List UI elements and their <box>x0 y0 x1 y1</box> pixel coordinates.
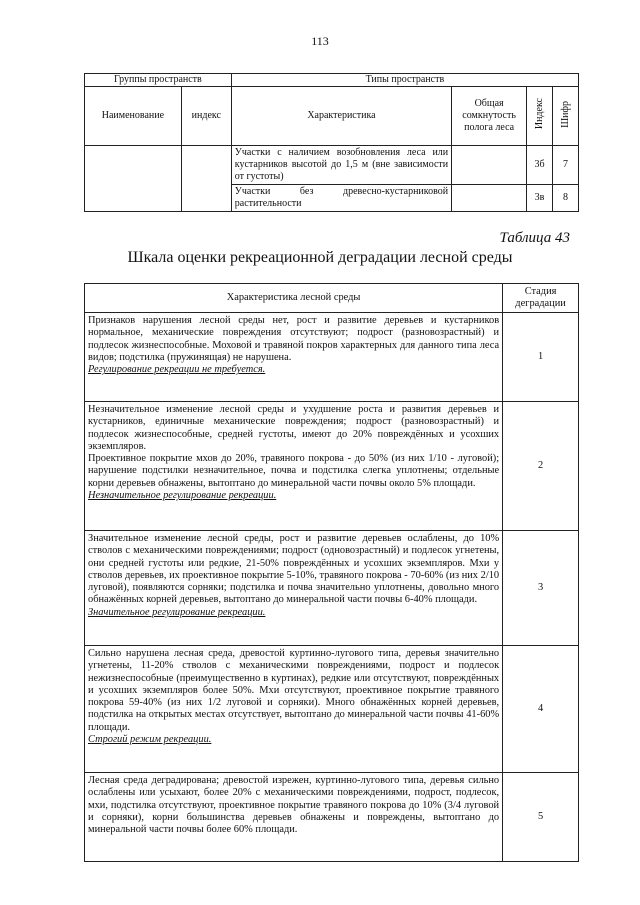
degradation-scale-table <box>84 283 579 862</box>
table-row <box>85 531 579 646</box>
types-header: Типы пространств <box>231 74 578 87</box>
index-cell: 3в <box>527 185 553 212</box>
code-cell: 7 <box>553 146 579 185</box>
table-header-row <box>85 74 579 87</box>
name-cell <box>85 146 182 212</box>
stage-cell: 4 <box>503 646 579 773</box>
regime-text: Незначительное регулирование рекреации. <box>88 490 277 502</box>
stage-cell: 1 <box>503 313 579 402</box>
canopy-cell <box>452 146 527 185</box>
index-column-header <box>527 87 553 146</box>
characteristic-cell <box>85 773 503 862</box>
characteristic-text: Сильно нарушена лесная среда, древостой куртинно-лугового типа, деревья значительно угнетены, 11-20% стволов с механическими повреждениями, подрост и подлесок нежизнеспособные (преимущественно в куртинах), редкие или отсутствуют, повреждённых и усохших экземпляров более 50%. Мхи отсутствуют, проективное покрытие травяного покрова 59-40% (из них 1/2 луговой и сорняки). Много обнажённых корней деревьев, подстилка на открытых местах отсутствует, вытоптано до минеральной части почвы 41-60% площади. <box>88 648 500 733</box>
small-index-cell <box>181 146 231 212</box>
code-cell: 8 <box>553 185 579 212</box>
characteristic-text: Лесная среда деградирована; древостой изрежен, куртинно-лугового типа, деревья сильно ослаблены или усыхают, более 20% с механическими повреждениями, подрост, подлесок, мхи, подстилка отсутствуют, проективное покрытие травяного покрова до 10% (3/4 луговой и сорняки), корни большинства деревьев обнажены и повреждены, вытоптано до минеральной части почвы более 60% площади. <box>88 775 500 836</box>
regime-text: Регулирование рекреации не требуется. <box>88 364 266 376</box>
table-row <box>85 773 579 862</box>
characteristic-cell <box>85 531 503 646</box>
characteristics-cell: Участки без древесно-кустарниковой растительности <box>231 185 451 212</box>
table-caption: Таблица 43 <box>499 230 570 246</box>
stage-cell: 3 <box>503 531 579 646</box>
characteristic-text: Признаков нарушения лесной среды нет, рост и развитие деревьев и кустарников нормальное, механические повреждения отсутствуют; подрост (разновозрастный) и подлесок жизнеспособные. Моховой и травяной покров характерных для данного типа леса видов; подстилка (пружинящая) не нарушена. <box>88 315 500 363</box>
regime-text: Значительное регулирование рекреации. <box>88 606 266 618</box>
characteristic-cell <box>85 402 503 531</box>
table-header-row <box>85 284 579 313</box>
name-column-header: Наименование <box>85 87 182 146</box>
characteristics-cell: Участки с наличием возобновления леса или кустарников высотой до 1,5 м (вне зависимости от густоты) <box>231 146 451 185</box>
stage-cell: 5 <box>503 773 579 862</box>
page-number: 113 <box>311 34 329 48</box>
characteristic-text-continued: Проективное покрытие мхов до 20%, травяного покрова - до 50% (из них 1/10 - луговой); нарушение подстилки незначительное, почва и подстилка слегка уплотнены; отдельные корни деревьев обнажены, вытоптано до минеральной части почвы около 5% площади. <box>88 453 500 489</box>
regime-text: Строгий режим рекреации. <box>88 734 212 746</box>
canopy-cell <box>452 185 527 212</box>
table-row <box>85 402 579 531</box>
characteristics-column-header: Характеристика <box>231 87 451 146</box>
canopy-column-header: Общая сомкнутость полога леса <box>452 87 527 146</box>
code-header-label: Шифр <box>559 100 571 128</box>
stage-cell: 2 <box>503 402 579 531</box>
stage-column-header: Стадия деградации <box>503 284 579 313</box>
code-column-header <box>553 87 579 146</box>
table-row <box>85 313 579 402</box>
index-cell: 3б <box>527 146 553 185</box>
characteristic-text: Значительное изменение лесной среды, рост и развитие деревьев ослаблены, до 10% стволов с механическими повреждениями; подрост (одновозрастный) и подлесок угнетены, они средней густоты или редкие, 21-50% повреждённых и усохших экземпляров. Мхи у стволов деревьев, их проективное покрытие 5-10%, травяного покрова - 70-60% (из них 2/10 луговой), появляются сорняки; подстилка и почва значительно уплотнены, довольно много обнажённых корней деревьев, вытоптано до минеральной части почвы 6-40% площади. <box>88 533 500 606</box>
table-subheader-row <box>85 87 579 146</box>
table-row <box>85 146 579 185</box>
small-index-column-header: индекс <box>181 87 231 146</box>
characteristic-cell <box>85 313 503 402</box>
characteristic-column-header: Характеристика лесной среды <box>85 284 503 313</box>
table-title: Шкала оценки рекреационной деградации лесной среды <box>127 249 513 266</box>
index-header-label: Индекс <box>533 98 545 130</box>
continued-spaces-table <box>84 73 579 212</box>
groups-header: Группы пространств <box>85 74 232 87</box>
characteristic-cell <box>85 646 503 773</box>
characteristic-text: Незначительное изменение лесной среды и ухудшение роста и развития деревьев и кустарников, единичные механические повреждения; подрост (разновозрастный) и подлесок жизнеспособные, средней густоты, имеют до 20% повреждённых и усохших экземпляров. <box>88 404 500 452</box>
table-row <box>85 646 579 773</box>
